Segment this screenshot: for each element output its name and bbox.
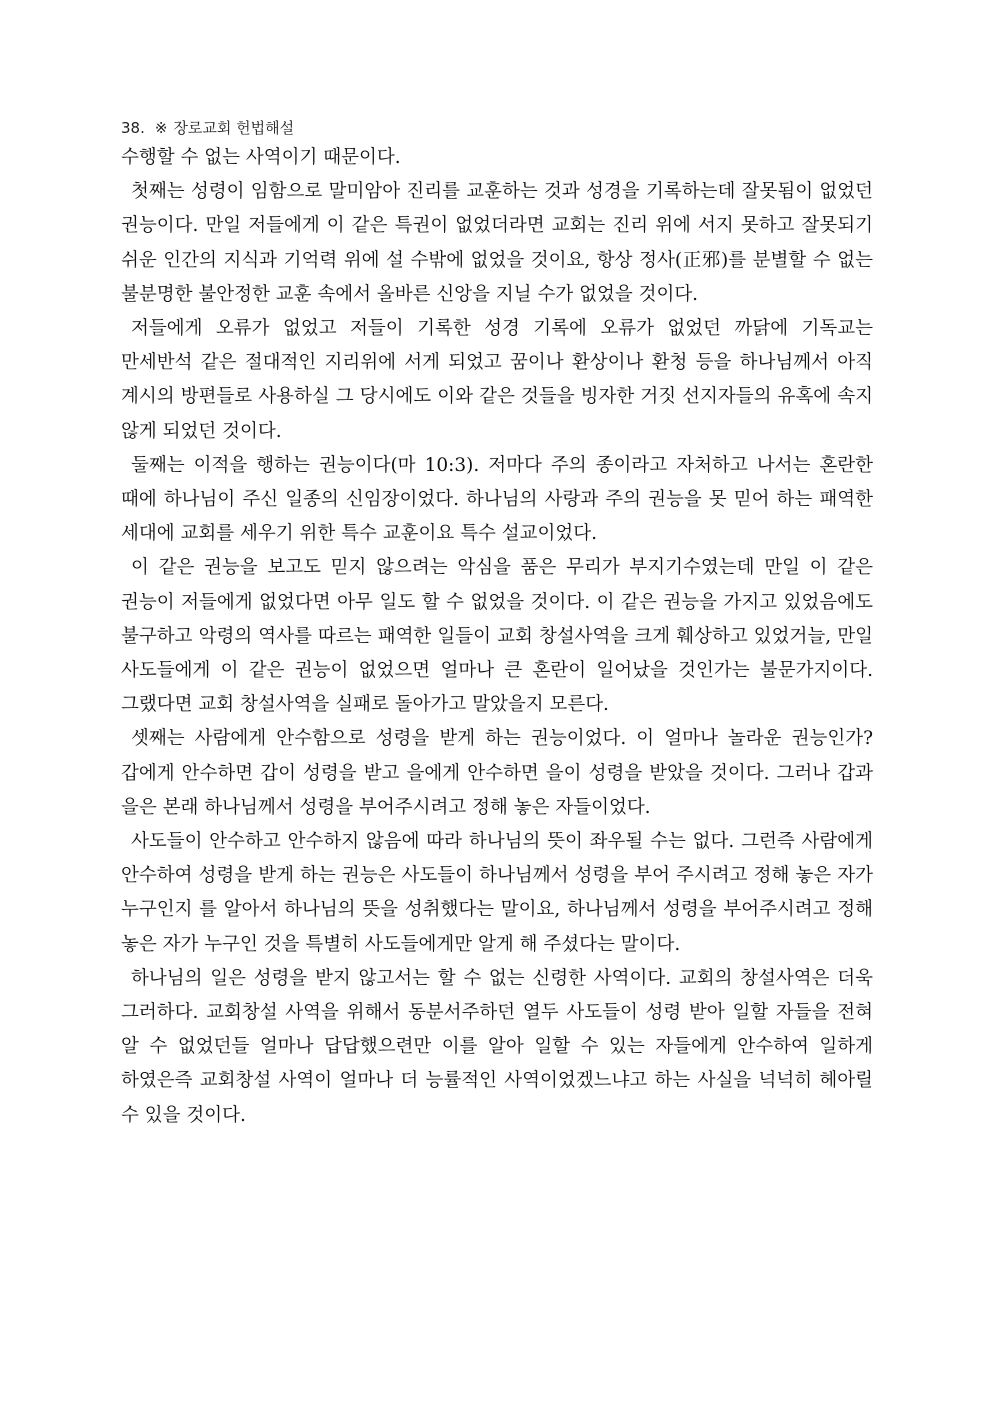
paragraph-third-power: 셋째는 사람에게 안수함으로 성령을 받게 하는 권능이었다. 이 얼마나 놀라운 권능인가? 갑에게 안수하면 갑이 성령을 받고 을에게 안수하면 을이 성령을 받았을 것이다. 그러나 갑과 을은 본래 하나님께서 성령을 부어주시려고 정해 놓은 자들이었다.	[121, 728, 873, 818]
paragraph-gods-work: 하나님의 일은 성령을 받지 않고서는 할 수 없는 신령한 사역이다. 교회의 창설사역은 더욱 그러하다. 교회창설 사역을 위해서 동분서주하던 열두 사도들이 성령 받아 일할 자들을 전혀 알 수 없었던들 얼마나 답답했으련만 이를 알아 일할 수 있는 자들에게 안수하여 일하게 하였은즉 교회창설 사역이 얼마나 더 능률적인 사역이었겠느냐고 하는 사실을 넉넉히 헤아릴 수 있을 것이다.	[121, 967, 873, 1126]
book-title: 장로교회 헌법해설	[173, 119, 295, 137]
body-text	[121, 141, 873, 1133]
page-number: 38.	[121, 119, 145, 137]
paragraph-second-power: 둘째는 이적을 행하는 권능이다(마 10:3). 저마다 주의 종이라고 자처하고 나서는 혼란한 때에 하나님이 주신 일종의 신임장이었다. 하나님의 사랑과 주의 권능을 못 믿어 하는 패역한 세대에 교회를 세우기 위한 특수 교훈이요 특수 설교이었다.	[121, 454, 873, 545]
running-header	[121, 118, 294, 138]
reference-mark-icon: ※	[154, 119, 168, 137]
paragraph-no-error: 저들에게 오류가 없었고 저들이 기록한 성경 기록에 오류가 없었던 까닭에 기독교는 만세반석 같은 절대적인 지리위에 서게 되었고 꿈이나 환상이나 환청 등을 하나님께서 아직 계시의 방편들로 사용하실 그 당시에도 이와 같은 것들을 빙자한 거짓 선지자들의 유혹에 속지 않게 되었던 것이다.	[121, 318, 873, 442]
paragraph-laying-on-hands: 사도들이 안수하고 안수하지 않음에 따라 하나님의 뜻이 좌우될 수는 없다. 그런즉 사람에게 안수하여 성령을 받게 하는 권능은 사도들이 하나님께서 성령을 부어 주시려고 정해 놓은 자가 누구인지 를 알아서 하나님의 뜻을 성취했다는 말이요, 하나님께서 성령을 부어주시려고 정해 놓은 자가 누구인 것을 특별히 사도들에게만 알게 해 주셨다는 말이다.	[121, 831, 873, 955]
paragraph-first-power: 첫째는 성령이 임함으로 말미암아 진리를 교훈하는 것과 성경을 기록하는데 잘못됨이 없었던 권능이다. 만일 저들에게 이 같은 특권이 없었더라면 교회는 진리 위에 서지 못하고 잘못되기 쉬운 인간의 지식과 기억력 위에 설 수밖에 없었을 것이요, 항상 정사(正邪)를 분별할 수 없는 불분명한 불안정한 교훈 속에서 올바른 신앙을 지닐 수가 없었을 것이다.	[121, 181, 873, 305]
paragraph-continuation: 수행할 수 없는 사역이기 때문이다.	[121, 147, 401, 168]
paragraph-unbelief: 이 같은 권능을 보고도 믿지 않으려는 악심을 품은 무리가 부지기수였는데 만일 이 같은 권능이 저들에게 없었다면 아무 일도 할 수 없었을 것이다. 이 같은 권능을 가지고 있었음에도 불구하고 악령의 역사를 따르는 패역한 일들이 교회 창설사역을 크게 훼상하고 있었거늘, 만일 사도들에게 이 같은 권능이 없었으면 얼마나 큰 혼란이 일어났을 것인가는 불문가지이다. 그랬다면 교회 창설사역을 실패로 돌아가고 말았을지 모른다.	[121, 557, 873, 716]
